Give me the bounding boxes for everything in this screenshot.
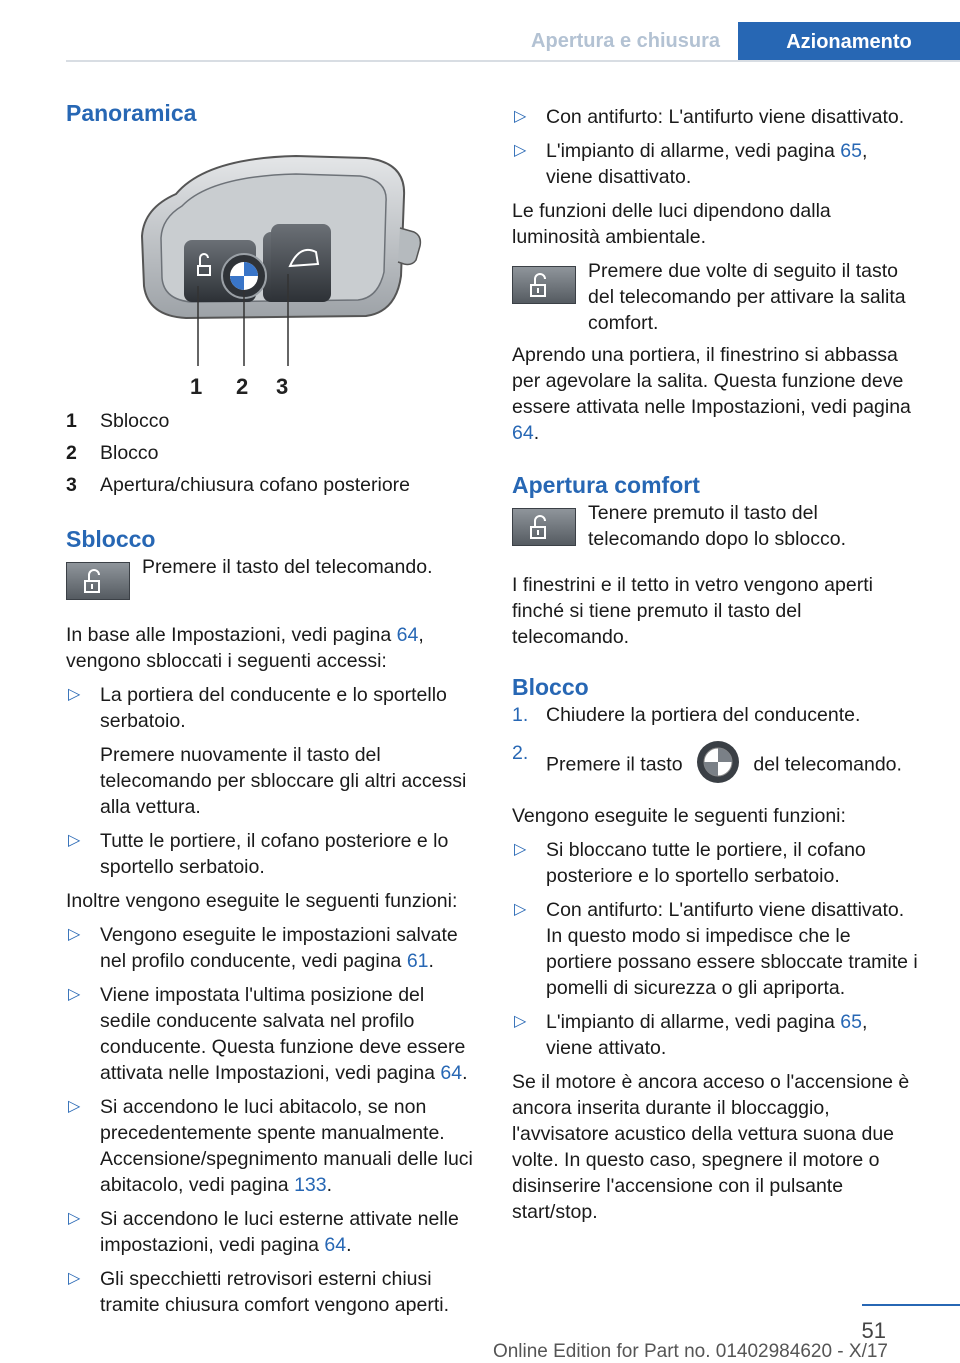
unlock-key-text: Premere il tasto del telecomando. xyxy=(142,556,433,578)
list-item: ▷ Viene impostata l'ultima posizione del sedile conducente salvata nel profilo conducente. Questa funzione deve essere attivata nelle Impostazioni, vedi pagina 64. xyxy=(68,984,468,1084)
triangle-right-icon: ▷ xyxy=(68,1098,81,1115)
triangle-right-icon: ▷ xyxy=(514,1013,527,1030)
unlock-key-icon xyxy=(512,266,576,304)
list-item: ▷ L'impianto di allarme, vedi pagina 65, viene attivato. xyxy=(514,1011,868,1059)
comfort-heading: Apertura comfort xyxy=(512,472,700,498)
legend-number: 1 xyxy=(66,410,77,432)
list-item: ▷ La portiera del conducente e lo sportello serbatoio. Premere nuovamente il tasto del telecomando per sbloccare gli altri accessi alla vettura. xyxy=(68,684,467,818)
page-link[interactable]: 65 xyxy=(840,1011,862,1033)
footer-rule xyxy=(862,1304,960,1306)
triangle-right-icon: ▷ xyxy=(514,841,527,858)
legend-item xyxy=(66,408,478,434)
comfort-key-row xyxy=(512,500,922,558)
key-fob-illustration xyxy=(66,136,478,398)
legend-text: Sblocco xyxy=(100,410,170,432)
header-chapter[interactable]: Apertura e chiusura xyxy=(531,30,720,52)
triangle-right-icon: ▷ xyxy=(68,1270,81,1287)
list-item: ▷ Gli specchietti retrovisori esterni chiusi tramite chiusura comfort vengono aperti. xyxy=(68,1268,450,1316)
step-number: 1. xyxy=(512,704,529,726)
page-link[interactable]: 64 xyxy=(324,1234,347,1256)
double-press-row xyxy=(512,258,922,336)
list-item: ▷ Tutte le portiere, il cofano posteriore e lo sportello serbatoio. xyxy=(68,830,449,878)
triangle-right-icon: ▷ xyxy=(68,832,81,849)
key-fob-figure xyxy=(66,136,478,398)
list-item: ▷ Con antifurto: L'antifurto viene disattivato. xyxy=(514,106,905,128)
page-link[interactable]: 64 xyxy=(396,624,419,646)
page-link[interactable]: 61 xyxy=(406,950,429,972)
lights-note: Le funzioni delle luci dipendono dalla luminosità ambientale. xyxy=(512,200,831,248)
figure-label-3: 3 xyxy=(276,374,289,398)
page-header xyxy=(0,0,960,62)
step-number: 2. xyxy=(512,742,529,764)
figure-label-2: 2 xyxy=(236,374,249,398)
triangle-right-icon: ▷ xyxy=(514,108,527,125)
lock-heading: Blocco xyxy=(512,674,589,700)
legend-text: Apertura/chiusura cofano posteriore xyxy=(100,474,411,496)
triangle-right-icon: ▷ xyxy=(68,986,81,1003)
page-link[interactable]: 64 xyxy=(440,1062,463,1084)
overview-heading: Panoramica xyxy=(66,100,197,126)
right-column xyxy=(512,104,922,1233)
page-link[interactable]: 65 xyxy=(840,140,862,162)
step-item: 1. Chiudere la portiera del conducente. xyxy=(512,704,861,726)
list-item: ▷ Con antifurto: L'antifurto viene disattivato. In questo modo si impedisce che le portiere possano essere sbloccate tramite i pomelli di sicurezza o gli apriporta. xyxy=(514,899,918,999)
list-item: ▷ Si bloccano tutte le portiere, il cofano posteriore e lo sportello serbatoio. xyxy=(514,839,866,887)
door-note: Aprendo una portiera, il finestrino si abbassa per agevolare la salita. Questa funzione deve essere attivata nelle Impostazioni, vedi pagina 64. xyxy=(512,344,911,444)
header-section-tab[interactable]: Azionamento xyxy=(738,22,960,62)
unlock-key-row xyxy=(66,554,478,612)
page-number: 51 xyxy=(861,1318,886,1343)
list-item: ▷ L'impianto di allarme, vedi pagina 65, viene disattivato. xyxy=(514,140,868,188)
figure-label-1: 1 xyxy=(190,374,203,398)
header-rule xyxy=(66,60,960,62)
double-press-text: Premere due volte di seguito il tasto del telecomando per attivare la salita comfort. xyxy=(588,260,906,334)
triangle-right-icon: ▷ xyxy=(68,926,81,943)
settings-intro: In base alle Impostazioni, vedi pagina 64, vengono sbloccati i seguenti accessi: xyxy=(66,624,424,672)
unlock-key-icon xyxy=(512,508,576,546)
unlock-heading: Sblocco xyxy=(66,526,156,552)
also-intro: Inoltre vengono eseguite le seguenti funzioni: xyxy=(66,890,458,912)
funcs-intro: Vengono eseguite le seguenti funzioni: xyxy=(512,805,846,827)
page-link[interactable]: 64 xyxy=(512,422,534,444)
step-item: 2. Premere il tasto del telecomando. xyxy=(512,740,922,791)
unlock-key-icon xyxy=(66,562,130,600)
left-column xyxy=(66,98,478,1326)
triangle-right-icon: ▷ xyxy=(514,142,527,159)
final-note: Se il motore è ancora acceso o l'accensione è ancora inserita durante il bloccaggio, l'avvisatore acustico della vettura suona due volte. In questo caso, spegnere il motore o disinserire l'accensione con il pulsante start/stop. xyxy=(512,1071,910,1223)
legend-text: Blocco xyxy=(100,442,159,464)
comfort-desc: I finestrini e il tetto in vetro vengono aperti finché si tiene premuto il tasto del telecomando. xyxy=(512,574,873,648)
legend-number: 2 xyxy=(66,442,77,464)
triangle-right-icon: ▷ xyxy=(68,686,81,703)
legend-number: 3 xyxy=(66,474,77,496)
legend-item xyxy=(66,440,478,466)
page-link[interactable]: 133 xyxy=(294,1174,327,1196)
triangle-right-icon: ▷ xyxy=(68,1210,81,1227)
legend-item xyxy=(66,472,478,498)
list-item: ▷ Si accendono le luci abitacolo, se non precedentemente spente manualmente. Accensione/spegnimento manuali delle luci abitacolo, vedi pagina 133. xyxy=(68,1096,473,1196)
triangle-right-icon: ▷ xyxy=(514,901,527,918)
comfort-key-text: Tenere premuto il tasto del telecomando dopo lo sblocco. xyxy=(588,502,847,550)
bmw-logo-icon xyxy=(696,740,740,791)
list-item: ▷ Si accendono le luci esterne attivate nelle impostazioni, vedi pagina 64. xyxy=(68,1208,459,1256)
footer-edition: Online Edition for Part no. 01402984620 - X/17 xyxy=(492,1341,888,1362)
list-item: ▷ Vengono eseguite le impostazioni salvate nel profilo conducente, vedi pagina 61. xyxy=(68,924,458,972)
